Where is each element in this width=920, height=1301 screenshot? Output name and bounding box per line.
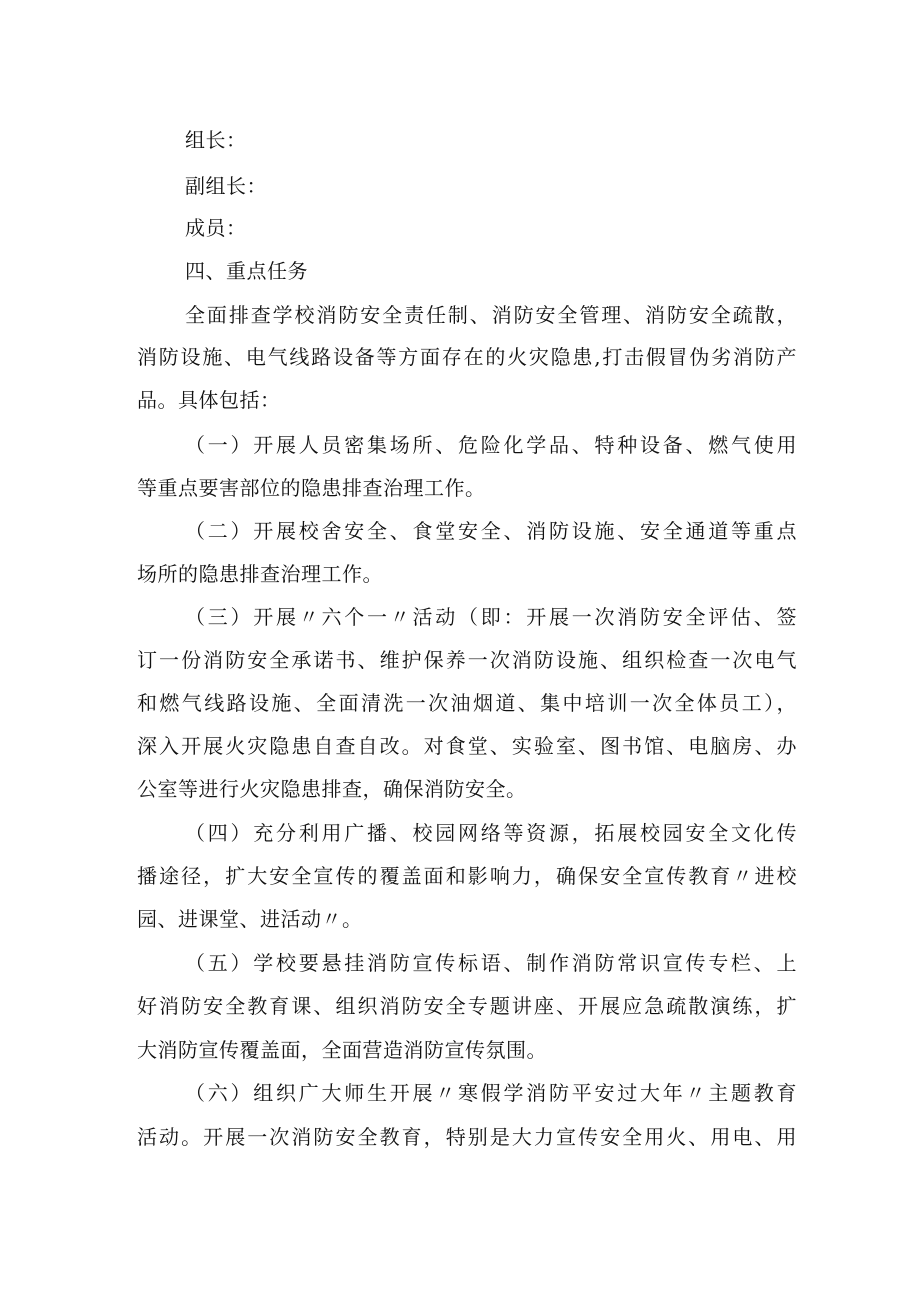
paragraph-line: 订一份消防安全承诺书、维护保养一次消防设施、组织检查一次电气 [137,648,797,672]
paragraph-line: 场所的隐患排查治理工作。 [137,562,383,586]
paragraph-line: 消防设施、电气线路设备等方面存在的火灾隐患,打击假冒伪劣消防产 [137,345,797,369]
paragraph-line: 等重点要害部位的隐患排查治理工作。 [137,476,486,500]
paragraph-line: 园、进课堂、进活动〃。 [137,907,363,931]
paragraph-line: 大消防宣传覆盖面，全面营造消防宣传氛围。 [137,1038,547,1062]
paragraph-line: （五）学校要悬挂消防宣传标语、制作消防常识宣传专栏、上 [185,951,797,975]
paragraph-line: 品。具体包括： [137,388,281,412]
paragraph-line: （二）开展校舍安全、食堂安全、消防设施、安全通道等重点 [185,519,797,543]
paragraph-line: 和燃气线路设施、全面清洗一次油烟道、集中培训一次全体员工）， [137,691,797,715]
paragraph-line: 播途径，扩大安全宣传的覆盖面和影响力，确保安全宣传教育〃进校 [137,864,797,888]
paragraph-line: （六）组织广大师生开展〃寒假学消防平安过大年〃主题教育 [185,1081,797,1105]
line-zuzhang: 组长： [185,128,247,152]
paragraph-line: 好消防安全教育课、组织消防安全专题讲座、开展应急疏散演练，扩 [137,994,797,1018]
paragraph-line: 活动。开展一次消防安全教育，特别是大力宣传安全用火、用电、用 [137,1125,797,1149]
paragraph-line: （三）开展〃六个一〃活动（即：开展一次消防安全评估、签 [185,605,797,629]
paragraph-line: （四）充分利用广播、校园网络等资源，拓展校园安全文化传 [185,821,797,845]
paragraph-line: 深入开展火灾隐患自查自改。对食堂、实验室、图书馆、电脑房、办 [137,734,797,758]
paragraph-line: （一）开展人员密集场所、危险化学品、特种设备、燃气使用 [185,433,797,457]
section-heading-key-tasks: 四、重点任务 [185,259,308,283]
line-chengyuan: 成员： [185,216,247,240]
paragraph-line: 全面排查学校消防安全责任制、消防安全管理、消防安全疏散， [185,303,797,327]
paragraph-line: 公室等进行火灾隐患排查，确保消防安全。 [137,777,527,801]
line-fuzuzhang: 副组长： [185,174,267,198]
